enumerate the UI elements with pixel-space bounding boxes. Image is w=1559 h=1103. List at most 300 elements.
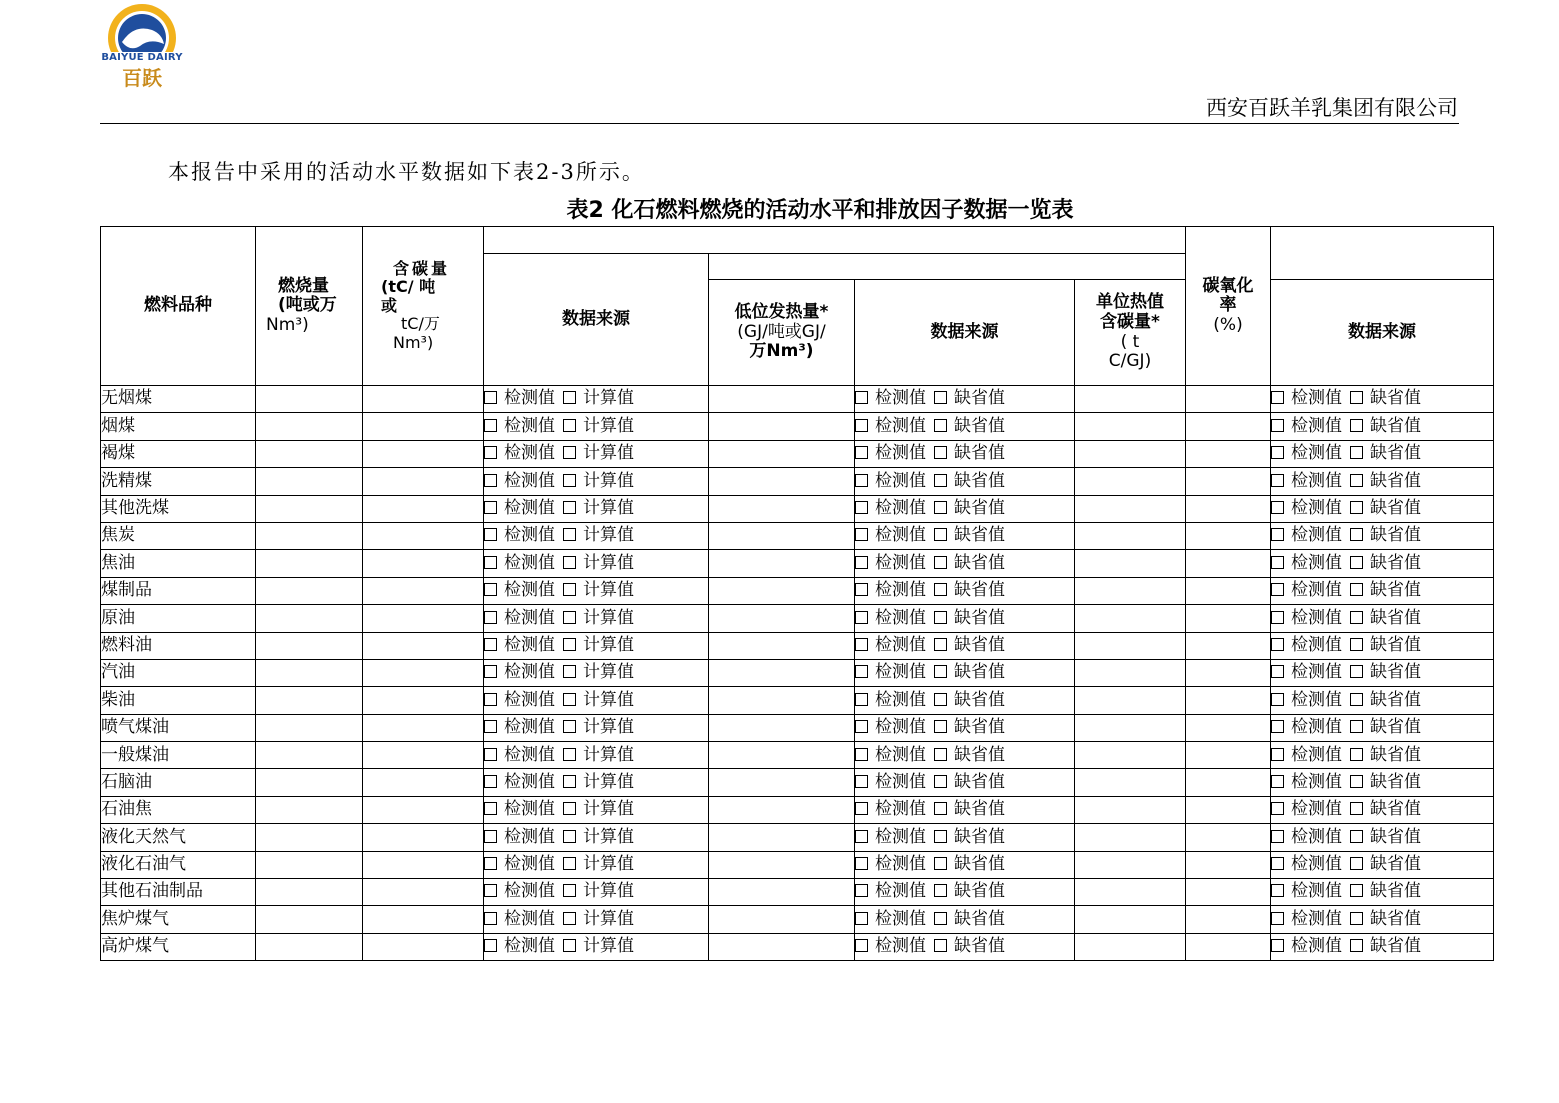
- unit-carbon-cell[interactable]: [1075, 550, 1186, 577]
- checkbox-default[interactable]: [1350, 419, 1363, 432]
- checkbox-default[interactable]: [934, 939, 947, 952]
- ncv-cell[interactable]: [709, 824, 855, 851]
- checkbox-measured[interactable]: [484, 556, 497, 569]
- unit-carbon-cell[interactable]: [1075, 879, 1186, 906]
- option-label: 缺省值: [1370, 744, 1421, 765]
- checkbox-default[interactable]: [1350, 474, 1363, 487]
- checkbox-default[interactable]: [934, 775, 947, 788]
- fuel-name: 焦油: [101, 550, 256, 577]
- checkbox-measured[interactable]: [1271, 556, 1284, 569]
- checkbox-default[interactable]: [1350, 446, 1363, 459]
- option-label: 计算值: [583, 634, 634, 655]
- ncv-cell[interactable]: [709, 550, 855, 577]
- oxidation-rate-cell[interactable]: [1186, 605, 1271, 632]
- oxidation-rate-cell[interactable]: [1186, 687, 1271, 714]
- option-label: 计算值: [583, 799, 634, 820]
- checkbox-default[interactable]: [1350, 802, 1363, 815]
- amount-cell[interactable]: [256, 824, 363, 851]
- unit-carbon-cell[interactable]: [1075, 386, 1186, 413]
- checkbox-measured[interactable]: [1271, 775, 1284, 788]
- oxidation-rate-cell[interactable]: [1186, 495, 1271, 522]
- checkbox-measured[interactable]: [484, 501, 497, 514]
- unit-carbon-cell[interactable]: [1075, 632, 1186, 659]
- checkbox-measured[interactable]: [484, 857, 497, 870]
- oxidation-rate-cell[interactable]: [1186, 906, 1271, 933]
- checkbox-calculated[interactable]: [563, 857, 576, 870]
- checkbox-calculated[interactable]: [563, 884, 576, 897]
- amount-cell[interactable]: [256, 906, 363, 933]
- ncv-cell[interactable]: [709, 468, 855, 495]
- checkbox-calculated[interactable]: [563, 474, 576, 487]
- checkbox-measured[interactable]: [855, 775, 868, 788]
- ncv-cell[interactable]: [709, 769, 855, 796]
- ncv-cell[interactable]: [709, 742, 855, 769]
- fuel-name: 焦炭: [101, 522, 256, 549]
- checkbox-default[interactable]: [1350, 857, 1363, 870]
- unit-carbon-cell[interactable]: [1075, 714, 1186, 741]
- ncv-cell[interactable]: [709, 687, 855, 714]
- checkbox-measured[interactable]: [855, 693, 868, 706]
- checkbox-default[interactable]: [1350, 528, 1363, 541]
- checkbox-measured[interactable]: [1271, 857, 1284, 870]
- amount-cell[interactable]: [256, 605, 363, 632]
- checkbox-default[interactable]: [1350, 830, 1363, 843]
- oxidation-rate-cell[interactable]: [1186, 933, 1271, 960]
- checkbox-default[interactable]: [934, 748, 947, 761]
- checkbox-measured[interactable]: [855, 528, 868, 541]
- checkbox-measured[interactable]: [484, 419, 497, 432]
- carbon-content-cell[interactable]: [363, 605, 484, 632]
- amount-cell[interactable]: [256, 933, 363, 960]
- source-1-cell: [484, 440, 709, 467]
- ncv-cell[interactable]: [709, 659, 855, 686]
- ncv-cell[interactable]: [709, 632, 855, 659]
- checkbox-calculated[interactable]: [563, 830, 576, 843]
- checkbox-default[interactable]: [1350, 556, 1363, 569]
- checkbox-measured[interactable]: [855, 748, 868, 761]
- option-label: 检测值: [875, 388, 926, 409]
- source-3-cell: [1271, 577, 1494, 604]
- ncv-cell[interactable]: [709, 933, 855, 960]
- unit-carbon-cell[interactable]: [1075, 824, 1186, 851]
- checkbox-measured[interactable]: [1271, 665, 1284, 678]
- carbon-content-cell[interactable]: [363, 933, 484, 960]
- option-label: 计算值: [583, 388, 634, 409]
- checkbox-measured[interactable]: [855, 665, 868, 678]
- carbon-content-cell[interactable]: [363, 824, 484, 851]
- checkbox-default[interactable]: [1350, 638, 1363, 651]
- ncv-cell[interactable]: [709, 522, 855, 549]
- ncv-cell[interactable]: [709, 495, 855, 522]
- col-header-oxidation-rate: 碳氧化 率 (%): [1186, 227, 1271, 386]
- ncv-cell[interactable]: [709, 413, 855, 440]
- checkbox-measured[interactable]: [484, 693, 497, 706]
- checkbox-calculated[interactable]: [563, 748, 576, 761]
- checkbox-measured[interactable]: [855, 720, 868, 733]
- ncv-cell[interactable]: [709, 796, 855, 823]
- checkbox-measured[interactable]: [855, 802, 868, 815]
- option-label: 计算值: [583, 771, 634, 792]
- checkbox-measured[interactable]: [855, 501, 868, 514]
- checkbox-measured[interactable]: [484, 912, 497, 925]
- checkbox-measured[interactable]: [484, 884, 497, 897]
- col-header-blank-right: [1271, 227, 1494, 280]
- checkbox-measured[interactable]: [1271, 528, 1284, 541]
- checkbox-measured[interactable]: [1271, 419, 1284, 432]
- checkbox-measured[interactable]: [1271, 912, 1284, 925]
- source-2-cell: [855, 577, 1075, 604]
- amount-cell[interactable]: [256, 632, 363, 659]
- oxidation-rate-cell[interactable]: [1186, 659, 1271, 686]
- table-row: [101, 468, 1494, 495]
- checkbox-measured[interactable]: [484, 802, 497, 815]
- checkbox-measured[interactable]: [1271, 830, 1284, 843]
- amount-cell[interactable]: [256, 386, 363, 413]
- checkbox-measured[interactable]: [855, 857, 868, 870]
- amount-cell[interactable]: [256, 468, 363, 495]
- table-row: [101, 906, 1494, 933]
- checkbox-default[interactable]: [1350, 939, 1363, 952]
- checkbox-default[interactable]: [934, 638, 947, 651]
- carbon-content-cell[interactable]: [363, 522, 484, 549]
- option-label: 检测值: [875, 936, 926, 957]
- checkbox-calculated[interactable]: [563, 419, 576, 432]
- source-1-cell: [484, 632, 709, 659]
- checkbox-measured[interactable]: [1271, 474, 1284, 487]
- option-label: 计算值: [583, 607, 634, 628]
- option-label: 检测值: [504, 497, 555, 518]
- option-label: 缺省值: [954, 908, 1005, 929]
- col-header-unit-carbon: 单位热值 含碳量* ( t C/GJ): [1075, 280, 1186, 386]
- checkbox-default[interactable]: [934, 912, 947, 925]
- checkbox-default[interactable]: [934, 474, 947, 487]
- ncv-cell[interactable]: [709, 851, 855, 878]
- checkbox-default[interactable]: [934, 611, 947, 624]
- checkbox-default[interactable]: [1350, 391, 1363, 404]
- option-label: 检测值: [504, 552, 555, 573]
- ncv-cell[interactable]: [709, 386, 855, 413]
- unit-carbon-cell[interactable]: [1075, 742, 1186, 769]
- option-label: 缺省值: [954, 607, 1005, 628]
- checkbox-measured[interactable]: [484, 720, 497, 733]
- checkbox-default[interactable]: [934, 693, 947, 706]
- unit-carbon-cell[interactable]: [1075, 605, 1186, 632]
- carbon-content-cell[interactable]: [363, 577, 484, 604]
- carbon-content-cell[interactable]: [363, 440, 484, 467]
- checkbox-default[interactable]: [934, 857, 947, 870]
- option-label: 检测值: [875, 689, 926, 710]
- checkbox-default[interactable]: [934, 419, 947, 432]
- unit-carbon-cell[interactable]: [1075, 769, 1186, 796]
- amount-cell[interactable]: [256, 440, 363, 467]
- checkbox-default[interactable]: [1350, 501, 1363, 514]
- oxidation-rate-cell[interactable]: [1186, 851, 1271, 878]
- oxidation-rate-cell[interactable]: [1186, 413, 1271, 440]
- checkbox-calculated[interactable]: [563, 611, 576, 624]
- checkbox-default[interactable]: [934, 665, 947, 678]
- checkbox-measured[interactable]: [855, 556, 868, 569]
- amount-cell[interactable]: [256, 851, 363, 878]
- source-3-cell: [1271, 659, 1494, 686]
- checkbox-calculated[interactable]: [563, 939, 576, 952]
- unit-carbon-cell[interactable]: [1075, 906, 1186, 933]
- checkbox-calculated[interactable]: [563, 528, 576, 541]
- checkbox-measured[interactable]: [484, 446, 497, 459]
- col-header-carbon-content: 含碳量 (tC/ 吨 或 tC/万 Nm³): [363, 227, 484, 386]
- company-name: 西安百跃羊乳集团有限公司: [1206, 96, 1458, 120]
- option-label: 缺省值: [954, 634, 1005, 655]
- checkbox-default[interactable]: [934, 556, 947, 569]
- checkbox-default[interactable]: [934, 583, 947, 596]
- oxidation-rate-cell[interactable]: [1186, 742, 1271, 769]
- checkbox-measured[interactable]: [855, 830, 868, 843]
- unit-carbon-cell[interactable]: [1075, 468, 1186, 495]
- checkbox-calculated[interactable]: [563, 693, 576, 706]
- option-label: 检测值: [1291, 936, 1342, 957]
- option-label: 缺省值: [1370, 908, 1421, 929]
- unit-carbon-cell[interactable]: [1075, 933, 1186, 960]
- table-row: [101, 742, 1494, 769]
- oxidation-rate-cell[interactable]: [1186, 796, 1271, 823]
- checkbox-default[interactable]: [1350, 720, 1363, 733]
- oxidation-rate-cell[interactable]: [1186, 769, 1271, 796]
- option-label: 缺省值: [954, 388, 1005, 409]
- amount-cell[interactable]: [256, 879, 363, 906]
- checkbox-measured[interactable]: [855, 474, 868, 487]
- checkbox-measured[interactable]: [855, 638, 868, 651]
- option-label: 检测值: [875, 634, 926, 655]
- option-label: 检测值: [504, 470, 555, 491]
- option-label: 检测值: [1291, 415, 1342, 436]
- amount-cell[interactable]: [256, 714, 363, 741]
- checkbox-measured[interactable]: [484, 528, 497, 541]
- checkbox-default[interactable]: [934, 501, 947, 514]
- checkbox-measured[interactable]: [1271, 446, 1284, 459]
- carbon-content-cell[interactable]: [363, 769, 484, 796]
- unit-carbon-cell[interactable]: [1075, 577, 1186, 604]
- checkbox-default[interactable]: [934, 830, 947, 843]
- oxidation-rate-cell[interactable]: [1186, 522, 1271, 549]
- checkbox-measured[interactable]: [484, 830, 497, 843]
- carbon-content-cell[interactable]: [363, 851, 484, 878]
- checkbox-calculated[interactable]: [563, 720, 576, 733]
- amount-cell[interactable]: [256, 742, 363, 769]
- oxidation-rate-cell[interactable]: [1186, 440, 1271, 467]
- checkbox-default[interactable]: [934, 446, 947, 459]
- ncv-cell[interactable]: [709, 879, 855, 906]
- amount-cell[interactable]: [256, 577, 363, 604]
- ncv-cell[interactable]: [709, 605, 855, 632]
- amount-cell[interactable]: [256, 687, 363, 714]
- amount-cell[interactable]: [256, 495, 363, 522]
- option-label: 检测值: [504, 580, 555, 601]
- carbon-content-cell[interactable]: [363, 632, 484, 659]
- oxidation-rate-cell[interactable]: [1186, 824, 1271, 851]
- source-1-cell: [484, 386, 709, 413]
- option-label: 检测值: [875, 580, 926, 601]
- checkbox-default[interactable]: [934, 884, 947, 897]
- ncv-cell[interactable]: [709, 906, 855, 933]
- checkbox-measured[interactable]: [855, 391, 868, 404]
- ncv-cell[interactable]: [709, 577, 855, 604]
- checkbox-calculated[interactable]: [563, 556, 576, 569]
- checkbox-measured[interactable]: [484, 638, 497, 651]
- checkbox-default[interactable]: [1350, 611, 1363, 624]
- option-label: 缺省值: [954, 771, 1005, 792]
- checkbox-calculated[interactable]: [563, 501, 576, 514]
- option-label: 检测值: [504, 799, 555, 820]
- checkbox-measured[interactable]: [1271, 583, 1284, 596]
- amount-cell[interactable]: [256, 796, 363, 823]
- amount-cell[interactable]: [256, 522, 363, 549]
- carbon-content-cell[interactable]: [363, 714, 484, 741]
- option-label: 检测值: [504, 415, 555, 436]
- amount-cell[interactable]: [256, 413, 363, 440]
- source-1-cell: [484, 879, 709, 906]
- source-1-cell: [484, 851, 709, 878]
- checkbox-measured[interactable]: [484, 474, 497, 487]
- source-2-cell: [855, 440, 1075, 467]
- oxidation-rate-cell[interactable]: [1186, 550, 1271, 577]
- checkbox-measured[interactable]: [855, 884, 868, 897]
- amount-cell[interactable]: [256, 550, 363, 577]
- checkbox-measured[interactable]: [855, 939, 868, 952]
- unit-carbon-cell[interactable]: [1075, 796, 1186, 823]
- checkbox-measured[interactable]: [855, 446, 868, 459]
- checkbox-default[interactable]: [934, 802, 947, 815]
- oxidation-rate-cell[interactable]: [1186, 577, 1271, 604]
- checkbox-measured[interactable]: [484, 748, 497, 761]
- checkbox-calculated[interactable]: [563, 802, 576, 815]
- checkbox-measured[interactable]: [484, 583, 497, 596]
- checkbox-calculated[interactable]: [563, 391, 576, 404]
- option-label: 计算值: [583, 497, 634, 518]
- option-label: 检测值: [1291, 634, 1342, 655]
- unit-carbon-cell[interactable]: [1075, 687, 1186, 714]
- ncv-cell[interactable]: [709, 440, 855, 467]
- oxidation-rate-cell[interactable]: [1186, 468, 1271, 495]
- checkbox-default[interactable]: [1350, 775, 1363, 788]
- carbon-content-cell[interactable]: [363, 550, 484, 577]
- checkbox-calculated[interactable]: [563, 912, 576, 925]
- unit-carbon-cell[interactable]: [1075, 522, 1186, 549]
- option-label: 检测值: [504, 634, 555, 655]
- option-label: 缺省值: [954, 525, 1005, 546]
- checkbox-default[interactable]: [1350, 748, 1363, 761]
- fuel-name: 石脑油: [101, 769, 256, 796]
- checkbox-default[interactable]: [1350, 583, 1363, 596]
- option-label: 检测值: [875, 744, 926, 765]
- checkbox-measured[interactable]: [1271, 748, 1284, 761]
- source-1-cell: [484, 577, 709, 604]
- carbon-content-cell[interactable]: [363, 687, 484, 714]
- fuel-name: 液化石油气: [101, 851, 256, 878]
- unit-carbon-cell[interactable]: [1075, 495, 1186, 522]
- checkbox-measured[interactable]: [1271, 638, 1284, 651]
- carbon-content-cell[interactable]: [363, 659, 484, 686]
- option-label: 缺省值: [954, 826, 1005, 847]
- option-label: 缺省值: [954, 470, 1005, 491]
- checkbox-default[interactable]: [934, 391, 947, 404]
- carbon-content-cell[interactable]: [363, 906, 484, 933]
- amount-cell[interactable]: [256, 769, 363, 796]
- checkbox-measured[interactable]: [855, 912, 868, 925]
- carbon-content-cell[interactable]: [363, 468, 484, 495]
- checkbox-measured[interactable]: [855, 583, 868, 596]
- carbon-content-cell[interactable]: [363, 495, 484, 522]
- checkbox-default[interactable]: [1350, 912, 1363, 925]
- option-label: 缺省值: [1370, 689, 1421, 710]
- checkbox-measured[interactable]: [1271, 802, 1284, 815]
- table-row: [101, 714, 1494, 741]
- checkbox-calculated[interactable]: [563, 446, 576, 459]
- carbon-content-cell[interactable]: [363, 879, 484, 906]
- table-row: [101, 577, 1494, 604]
- checkbox-default[interactable]: [1350, 884, 1363, 897]
- checkbox-measured[interactable]: [484, 611, 497, 624]
- option-label: 检测值: [875, 607, 926, 628]
- checkbox-measured[interactable]: [1271, 693, 1284, 706]
- checkbox-measured[interactable]: [855, 611, 868, 624]
- checkbox-measured[interactable]: [855, 419, 868, 432]
- checkbox-measured[interactable]: [484, 665, 497, 678]
- checkbox-calculated[interactable]: [563, 665, 576, 678]
- checkbox-default[interactable]: [934, 528, 947, 541]
- fuel-name: 煤制品: [101, 577, 256, 604]
- checkbox-measured[interactable]: [484, 939, 497, 952]
- carbon-content-cell[interactable]: [363, 386, 484, 413]
- carbon-content-cell[interactable]: [363, 796, 484, 823]
- option-label: 检测值: [1291, 908, 1342, 929]
- checkbox-measured[interactable]: [1271, 939, 1284, 952]
- option-label: 检测值: [504, 388, 555, 409]
- checkbox-measured[interactable]: [1271, 720, 1284, 733]
- checkbox-default[interactable]: [1350, 693, 1363, 706]
- oxidation-rate-cell[interactable]: [1186, 386, 1271, 413]
- checkbox-measured[interactable]: [484, 775, 497, 788]
- table-row: [101, 796, 1494, 823]
- oxidation-rate-cell[interactable]: [1186, 714, 1271, 741]
- checkbox-measured[interactable]: [1271, 501, 1284, 514]
- unit-carbon-cell[interactable]: [1075, 413, 1186, 440]
- oxidation-rate-cell[interactable]: [1186, 879, 1271, 906]
- checkbox-calculated[interactable]: [563, 583, 576, 596]
- checkbox-measured[interactable]: [1271, 884, 1284, 897]
- unit-carbon-cell[interactable]: [1075, 851, 1186, 878]
- option-label: 缺省值: [954, 552, 1005, 573]
- fuel-name: 其他石油制品: [101, 879, 256, 906]
- checkbox-calculated[interactable]: [563, 638, 576, 651]
- checkbox-measured[interactable]: [1271, 611, 1284, 624]
- option-label: 缺省值: [1370, 717, 1421, 738]
- carbon-content-cell[interactable]: [363, 413, 484, 440]
- checkbox-measured[interactable]: [1271, 391, 1284, 404]
- ncv-cell[interactable]: [709, 714, 855, 741]
- carbon-content-cell[interactable]: [363, 742, 484, 769]
- amount-cell[interactable]: [256, 659, 363, 686]
- unit-carbon-cell[interactable]: [1075, 440, 1186, 467]
- checkbox-default[interactable]: [934, 720, 947, 733]
- table-row: [101, 495, 1494, 522]
- fuel-name: 高炉煤气: [101, 933, 256, 960]
- logo-chinese-text: 百跃: [122, 66, 162, 90]
- checkbox-measured[interactable]: [484, 391, 497, 404]
- checkbox-default[interactable]: [1350, 665, 1363, 678]
- checkbox-calculated[interactable]: [563, 775, 576, 788]
- fuel-name: 石油焦: [101, 796, 256, 823]
- unit-carbon-cell[interactable]: [1075, 659, 1186, 686]
- oxidation-rate-cell[interactable]: [1186, 632, 1271, 659]
